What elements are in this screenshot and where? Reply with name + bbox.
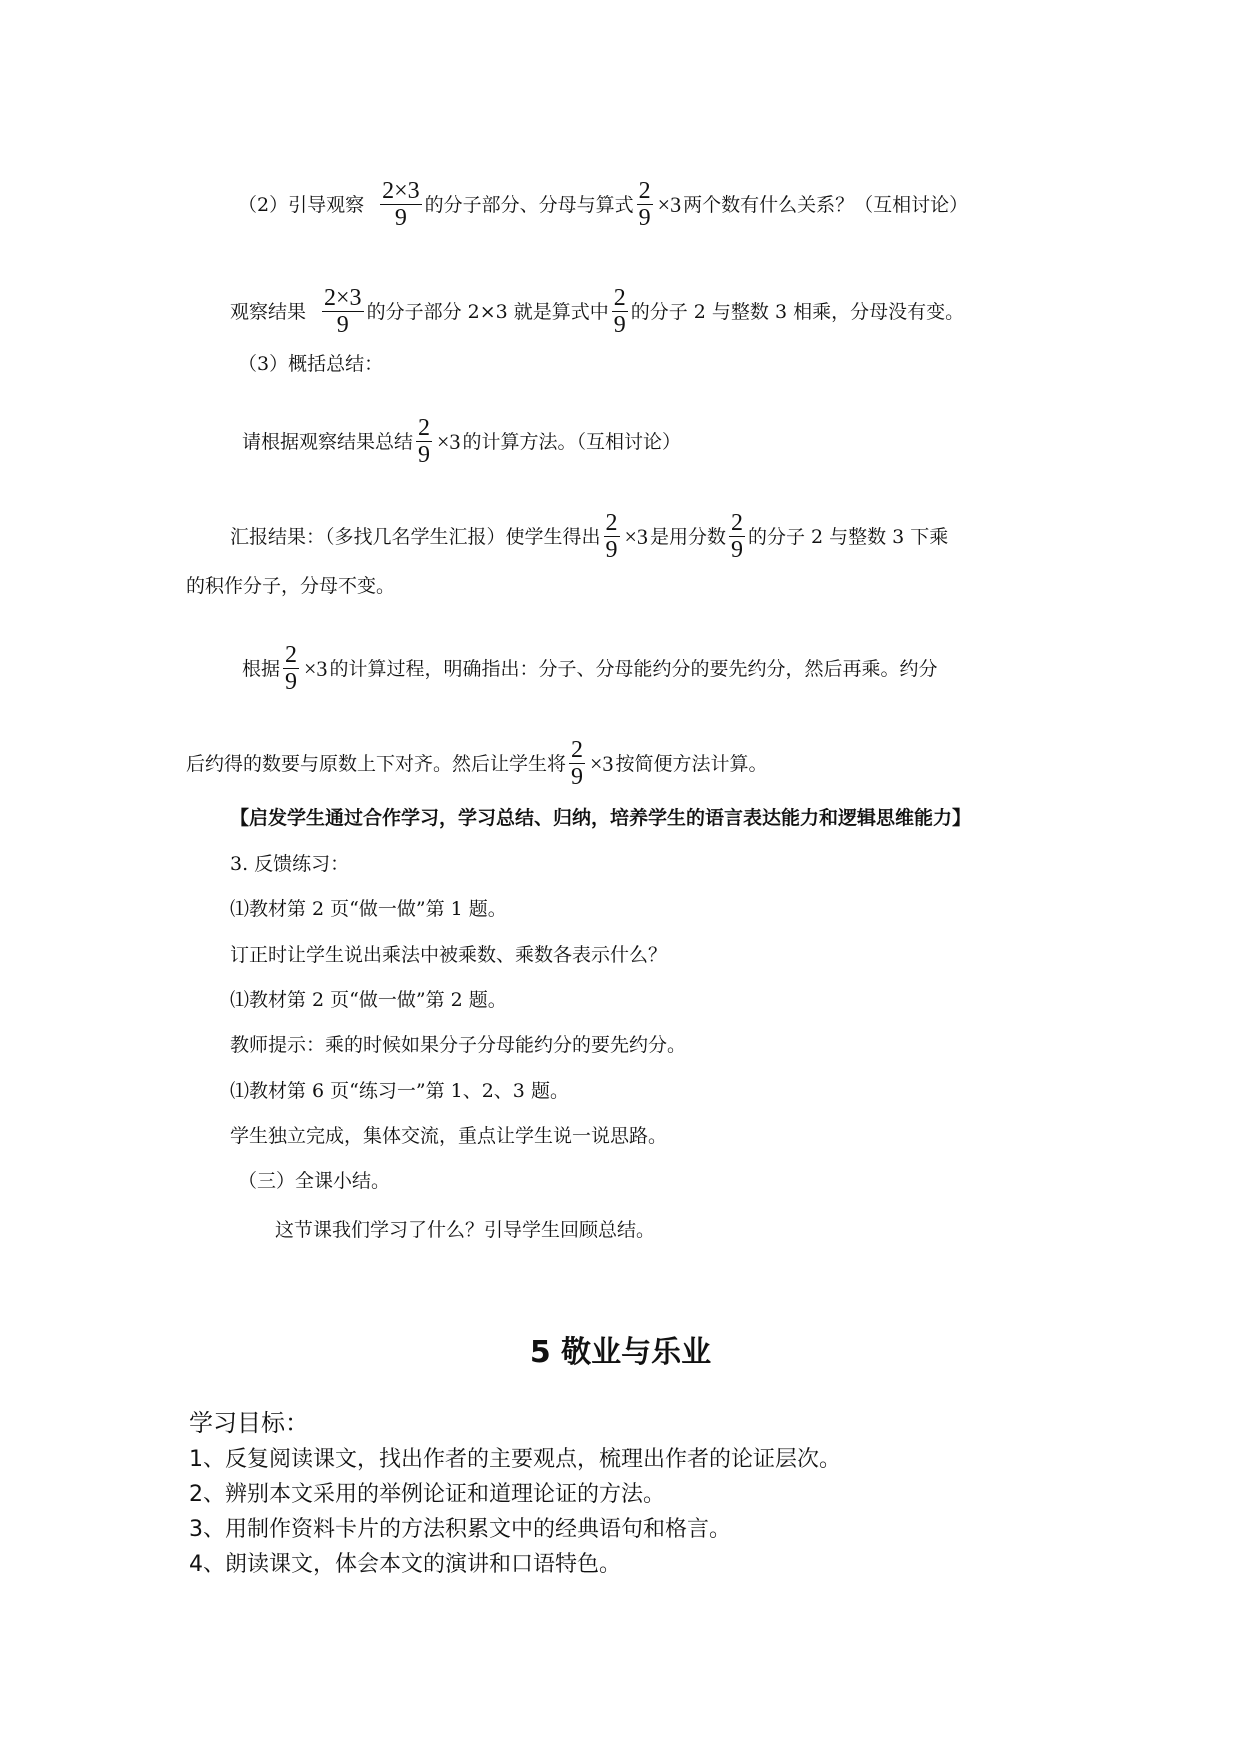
para-summary-heading: [238, 352, 383, 376]
para-align-tail: 按简便方法计算。: [615, 752, 768, 775]
para-align-lead: 后约得的数要与原数上下对齐。然后让学生将: [186, 752, 567, 775]
fraction: [604, 510, 620, 563]
para-observe-lead: （2）引导观察: [238, 193, 365, 216]
fraction-denominator: 9: [394, 205, 407, 231]
objective-item: 2、辨别本文采用的举例论证和道理论证的方法。: [189, 1482, 665, 1507]
para-inspire-note-text: 【启发学生通过合作学习，学习总结、归纳，培养学生的语言表达能力和逻辑思维能力】: [230, 807, 972, 829]
para-result: [230, 285, 964, 338]
para-exercise-1-text: ⑴教材第 2 页“做一做”第 1 题。: [230, 898, 507, 920]
para-report-mid: 是用分数: [649, 525, 726, 548]
fraction: [569, 737, 585, 790]
objective-item: 3、用制作资料卡片的方法积累文中的经典语句和格言。: [189, 1517, 731, 1542]
para-result-mid: 的分子部分 2×3 就是算式中: [366, 300, 609, 323]
fraction: [380, 178, 422, 231]
fraction-denominator: 9: [285, 669, 298, 695]
para-exercise-2: [230, 988, 507, 1012]
fraction: [729, 510, 745, 563]
fraction-numerator: 2×3: [382, 178, 420, 204]
fraction-numerator: 2: [605, 510, 618, 536]
para-summarize-tail: 的计算方法。（互相讨论）: [462, 430, 681, 453]
para-teacher-hint-text: 教师提示：乘的时候如果分子分母能约分的要先约分。: [230, 1034, 687, 1056]
para-independent-text: 学生独立完成，集体交流，重点让学生说一说思路。: [230, 1125, 668, 1147]
para-report-cont: [186, 574, 395, 598]
para-class-summary-text: 这节课我们学习了什么？引导学生回顾总结。: [275, 1219, 656, 1241]
para-feedback-heading: [230, 852, 349, 876]
para-report: [230, 510, 948, 563]
fraction-numerator: 2: [730, 510, 743, 536]
fraction-denominator: 9: [418, 442, 431, 468]
multiply-operator: ×3: [624, 523, 648, 549]
fraction: [322, 285, 364, 338]
para-exercise-3: [230, 1079, 569, 1103]
multiply-operator: ×3: [657, 191, 682, 217]
para-process-tail: 的计算过程，明确指出：分子、分母能约分的要先约分，然后再乘。约分: [329, 657, 938, 680]
para-exercise-2-text: ⑴教材第 2 页“做一做”第 2 题。: [230, 989, 507, 1011]
fraction-denominator: 9: [730, 537, 743, 563]
section-title: 5 敬业与乐业: [529, 1335, 712, 1370]
para-observe: [238, 178, 968, 231]
para-process-lead: 根据: [242, 657, 281, 680]
para-report-lead: 汇报结果：（多找几名学生汇报）使学生得出: [230, 525, 601, 548]
fraction-denominator: 9: [336, 312, 349, 338]
para-feedback-heading-text: 3. 反馈练习：: [230, 853, 350, 875]
para-result-tail: 的分子 2 与整数 3 相乘，分母没有变。: [630, 300, 965, 323]
fraction-denominator: 9: [571, 764, 584, 790]
fraction-denominator: 9: [638, 205, 651, 231]
fraction-numerator: 2×3: [324, 285, 362, 311]
para-exercise-3-text: ⑴教材第 6 页“练习一”第 1、2、3 题。: [230, 1080, 569, 1102]
para-class-summary-heading: [238, 1169, 390, 1193]
para-inspire-note: [230, 806, 971, 830]
fraction-numerator: 2: [418, 415, 431, 441]
fraction: [612, 285, 628, 338]
fraction-numerator: 2: [571, 737, 584, 763]
fraction: [283, 642, 299, 695]
fraction-numerator: 2: [613, 285, 626, 311]
para-observe-tail: 两个数有什么关系？（互相讨论）: [683, 193, 969, 216]
para-summary-heading-text: （3）概括总结：: [238, 353, 384, 375]
multiply-operator: ×3: [437, 428, 461, 454]
para-correction: [230, 943, 667, 967]
fraction-numerator: 2: [285, 642, 298, 668]
objective-item: 4、朗读课文，体会本文的演讲和口语特色。: [189, 1552, 621, 1577]
fraction: [416, 415, 432, 468]
para-result-lead: 观察结果: [230, 300, 307, 323]
fraction-denominator: 9: [605, 537, 618, 563]
objectives-heading: 学习目标：: [189, 1409, 309, 1437]
para-report-tail: 的分子 2 与整数 3 下乘: [747, 525, 949, 548]
fraction: [637, 178, 653, 231]
para-summarize-lead: 请根据观察结果总结: [242, 430, 414, 453]
multiply-operator: ×3: [304, 655, 328, 681]
para-independent: [230, 1124, 667, 1148]
multiply-operator: ×3: [590, 750, 614, 776]
para-summarize: [242, 415, 681, 468]
para-exercise-1: [230, 897, 507, 921]
fraction-denominator: 9: [613, 312, 626, 338]
para-align: [186, 737, 767, 790]
objective-item: 1、反复阅读课文，找出作者的主要观点，梳理出作者的论证层次。: [189, 1447, 841, 1472]
para-observe-mid: 的分子部分、分母与算式: [424, 193, 634, 216]
para-class-summary-heading-text: （三）全课小结。: [238, 1170, 391, 1192]
para-report-cont-text: 的积作分子，分母不变。: [186, 575, 396, 597]
para-process: [242, 642, 937, 695]
fraction-numerator: 2: [638, 178, 651, 204]
para-class-summary: [275, 1218, 655, 1242]
para-teacher-hint: [230, 1033, 686, 1057]
para-correction-text: 订正时让学生说出乘法中被乘数、乘数各表示什么？: [230, 944, 668, 966]
